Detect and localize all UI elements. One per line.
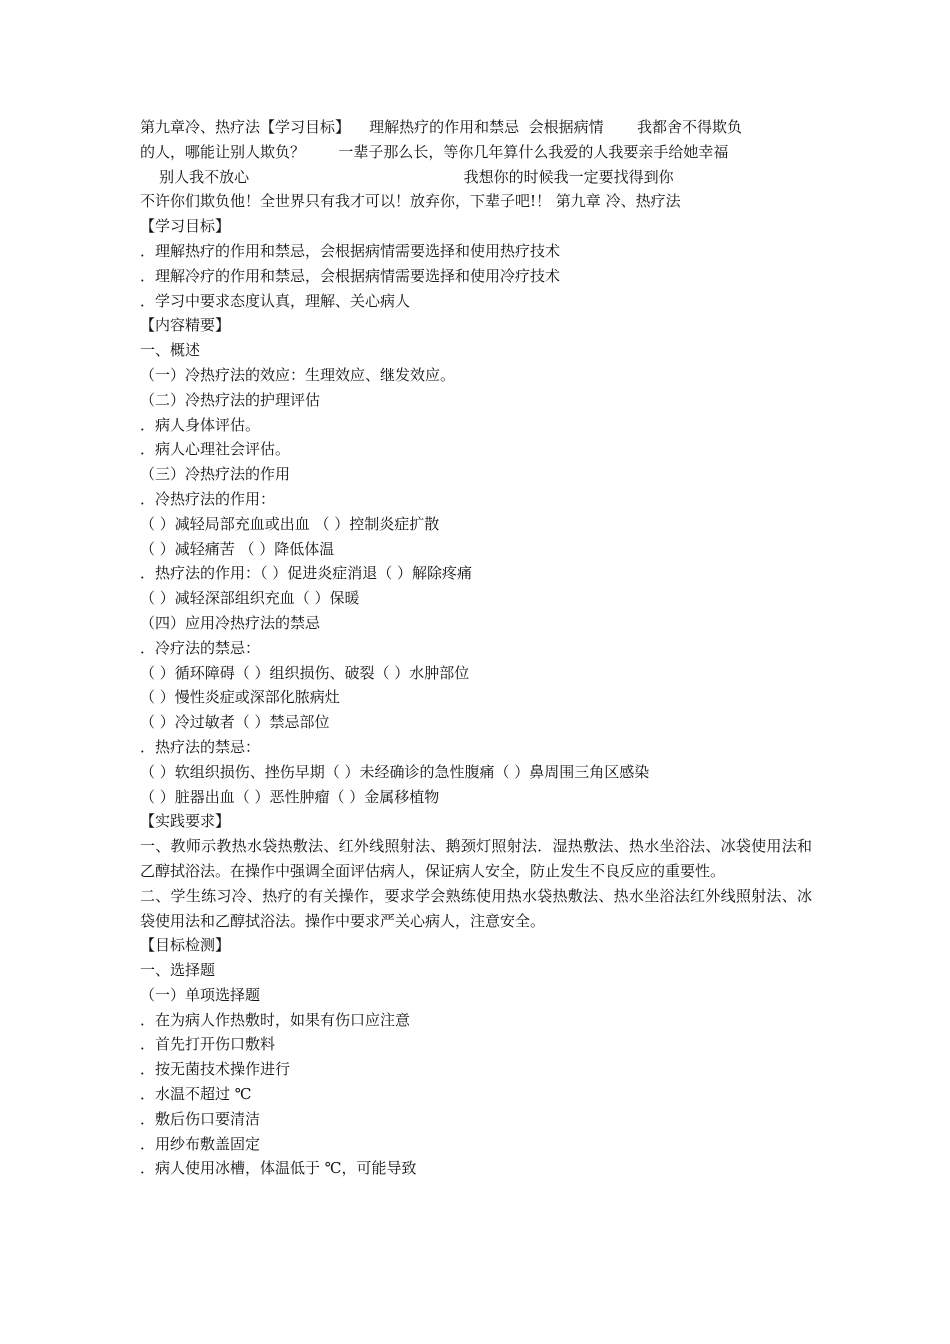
practice-paragraph-2: 二、学生练习冷、热疗的有关操作，要求学会熟练使用热水袋热敷法、热水坐浴法红外线照射法、冰袋使用法和乙醇拭浴法。操作中要求严关心病人，注意安全。 bbox=[140, 886, 812, 930]
heat-contra-item-1: （ ）软组织损伤、挫伤早期（ ）未经确诊的急性腹痛（ ）鼻周围三角区感染 bbox=[140, 762, 650, 781]
option-e: ．用纱布敷盖固定 bbox=[140, 1134, 261, 1153]
assessment-item-2: ．病人心理社会评估。 bbox=[140, 440, 291, 459]
goal-item-3: ．学习中要求态度认真，理解、关心病人 bbox=[140, 291, 411, 310]
cold-contra-item-3: （ ）冷过敏者（ ）禁忌部位 bbox=[140, 713, 330, 732]
intro-line-1: 第九章冷、热疗法【学习目标】 理解热疗的作用和禁忌 会根据病情 我都舍不得欺负 bbox=[140, 118, 742, 136]
function-item-1: （ ）减轻局部充血或出血 （ ）控制炎症扩散 bbox=[140, 514, 440, 533]
intro-line-2: 的人，哪能让别人欺负？ 一辈子那么长，等你几年算什么我爱的人我要亲手给她幸福 bbox=[140, 142, 729, 161]
heading-practice: 【实践要求】 bbox=[140, 812, 231, 831]
section-overview: 一、概述 bbox=[140, 341, 201, 360]
intro-line-3: 别人我不放心 我想你的时候我一定要找得到你 bbox=[140, 167, 674, 186]
option-a: ．首先打开伤口敷料 bbox=[140, 1035, 276, 1054]
heading-content-summary: 【内容精要】 bbox=[140, 316, 231, 335]
subsection-functions: （三）冷热疗法的作用 bbox=[140, 465, 291, 484]
option-b: ．按无菌技术操作进行 bbox=[140, 1060, 291, 1079]
cold-contra-item-1: （ ）循环障碍（ ）组织损伤、破裂（ ）水肿部位 bbox=[140, 663, 470, 682]
heat-contra-label: ．热疗法的禁忌： bbox=[140, 737, 261, 756]
cold-contra-item-2: （ ）慢性炎症或深部化脓病灶 bbox=[140, 688, 340, 707]
subsection-effects: （一）冷热疗法的效应：生理效应、继发效应。 bbox=[140, 365, 456, 384]
option-c: ．水温不超过 ℃ bbox=[140, 1085, 252, 1104]
assessment-item-1: ．病人身体评估。 bbox=[140, 415, 261, 434]
intro-line-4: 不许你们欺负他！全世界只有我才可以！放弃你，下辈子吧!！ 第九章 冷、热疗法 bbox=[140, 192, 681, 211]
section-choice-questions: 一、选择题 bbox=[140, 961, 216, 980]
document-page bbox=[140, 115, 812, 1181]
heading-target-test: 【目标检测】 bbox=[140, 936, 231, 955]
practice-paragraph-1: 一、教师示教热水袋热敷法、红外线照射法、鹅颈灯照射法．湿热敷法、热水坐浴法、冰袋使用法和乙醇拭浴法。在操作中强调全面评估病人，保证病人安全，防止发生不良反应的重要性。 bbox=[140, 837, 812, 880]
question-2: ．病人使用冰槽，体温低于 ℃，可能导致 bbox=[140, 1159, 417, 1178]
heat-function-item: （ ）减轻深部组织充血（ ）保暖 bbox=[140, 589, 360, 608]
goal-item-1: ．理解热疗的作用和禁忌，会根据病情需要选择和使用热疗技术 bbox=[140, 241, 561, 260]
goal-item-2: ．理解冷疗的作用和禁忌，会根据病情需要选择和使用冷疗技术 bbox=[140, 266, 561, 285]
option-d: ．敷后伤口要清洁 bbox=[140, 1109, 261, 1128]
subsection-contraindications: （四）应用冷热疗法的禁忌 bbox=[140, 613, 321, 632]
heading-learning-goals: 【学习目标】 bbox=[140, 217, 231, 236]
question-1: ．在为病人作热敷时，如果有伤口应注意 bbox=[140, 1010, 411, 1029]
cold-contra-label: ．冷疗法的禁忌： bbox=[140, 638, 261, 657]
heat-contra-item-2: （ ）脏器出血（ ）恶性肿瘤（ ）金属移植物 bbox=[140, 787, 440, 806]
heat-functions-line: ．热疗法的作用：（ ）促进炎症消退（ ）解除疼痛 bbox=[140, 564, 473, 583]
cold-heat-functions-label: ．冷热疗法的作用： bbox=[140, 489, 276, 508]
subsection-assessment: （二）冷热疗法的护理评估 bbox=[140, 390, 321, 409]
function-item-2: （ ）减轻痛苦 （ ）降低体温 bbox=[140, 539, 335, 558]
subsection-single-choice: （一）单项选择题 bbox=[140, 985, 261, 1004]
